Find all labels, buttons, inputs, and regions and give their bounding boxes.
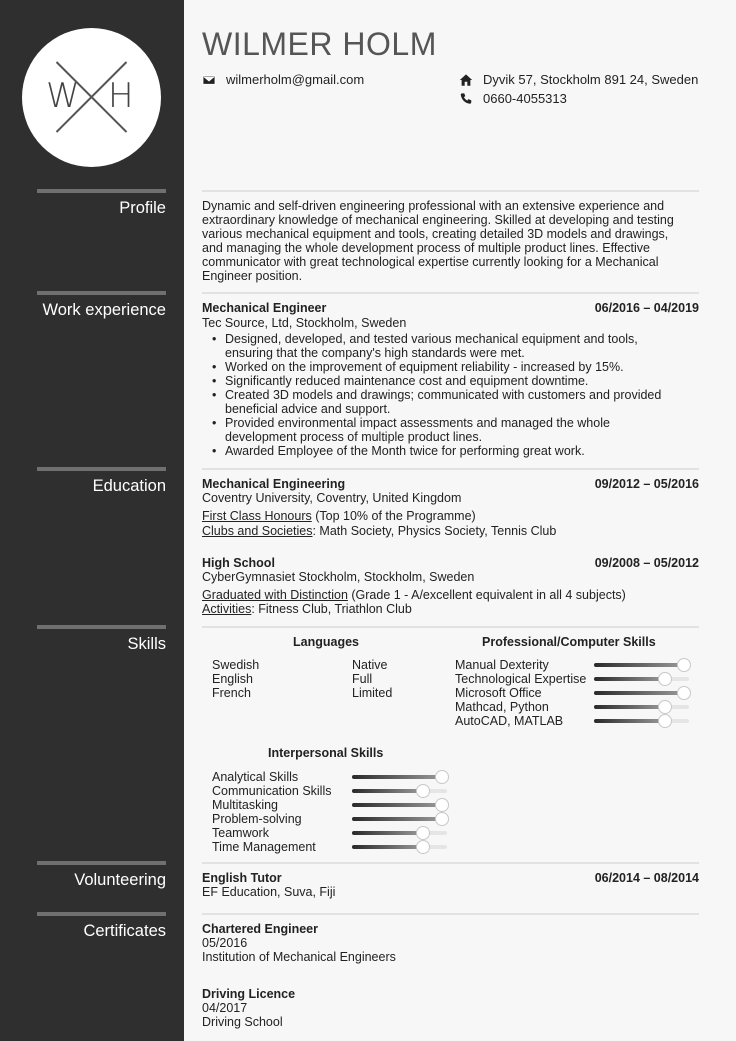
section-label-work: Work experience xyxy=(42,301,166,319)
activities-link[interactable]: Activities xyxy=(202,602,252,616)
bullet-text: beneficial advice and support. xyxy=(225,402,391,416)
clubs-link[interactable]: Clubs and Societies xyxy=(202,524,313,538)
section-label-skills: Skills xyxy=(127,635,166,653)
section-divider xyxy=(37,291,166,295)
skill-bar-fill xyxy=(352,803,442,807)
honours-link[interactable]: First Class Honours xyxy=(202,509,312,523)
degree-clubs xyxy=(202,524,556,538)
certificate-issuer: Institution of Mechanical Engineers xyxy=(202,950,396,964)
profile-summary xyxy=(202,199,699,283)
school-distinction xyxy=(202,588,626,602)
skill-name: Technological Expertise xyxy=(455,672,587,686)
language-name: Swedish xyxy=(212,658,260,672)
skill-level-bar xyxy=(352,798,447,812)
professional-skills-heading: Professional/Computer Skills xyxy=(482,635,656,649)
email-text[interactable]: wilmerholm@gmail.com xyxy=(226,72,365,87)
section-divider xyxy=(202,626,699,628)
envelope-icon xyxy=(202,73,216,87)
profile-line: various mechanical equipment and tools, creating detailed 3D models and drawings, xyxy=(202,227,669,241)
skill-level-bar xyxy=(594,658,689,672)
phone-text[interactable]: 0660-4055313 xyxy=(483,91,567,106)
skill-bar-knob xyxy=(435,798,449,812)
skill-name: Manual Dexterity xyxy=(455,658,549,672)
skill-level-bar xyxy=(352,840,447,854)
skill-bar-knob xyxy=(677,658,691,672)
skill-name: Mathcad, Python xyxy=(455,700,549,714)
section-label-volunteering: Volunteering xyxy=(74,871,166,889)
section-divider xyxy=(202,862,699,864)
volunteer-dates: 06/2014 – 08/2014 xyxy=(594,871,699,885)
section-divider xyxy=(37,467,166,471)
skill-bar-fill xyxy=(352,775,442,779)
candidate-name: WILMER HOLM xyxy=(202,26,437,62)
skill-bar-knob xyxy=(416,840,430,854)
skill-level-bar xyxy=(352,784,447,798)
home-icon xyxy=(459,73,473,87)
profile-line: extraordinary knowledge of mechanical engineering. Skilled at developing and testing xyxy=(202,213,674,227)
skill-level-bar xyxy=(594,686,689,700)
skill-bar-fill xyxy=(352,817,442,821)
section-divider xyxy=(37,912,166,916)
profile-line: and managing the whole development process of multiple product lines. Effective xyxy=(202,241,650,255)
list-item xyxy=(202,332,699,360)
distinction-link[interactable]: Graduated with Distinction xyxy=(202,588,348,602)
list-item xyxy=(202,416,699,444)
language-level: Limited xyxy=(352,686,393,700)
section-label-certificates: Certificates xyxy=(83,922,166,940)
bullet-text: ensuring that the company's high standards were met. xyxy=(225,346,525,360)
list-item xyxy=(202,374,699,388)
skill-bar-knob xyxy=(435,812,449,826)
skill-level-bar xyxy=(594,672,689,686)
skill-name: Multitasking xyxy=(212,798,278,812)
skill-bar-fill xyxy=(594,719,665,723)
skill-level-bar xyxy=(352,826,447,840)
skill-bar-knob xyxy=(658,672,672,686)
bullet-text: • Created 3D models and drawings; communicated with customers and provided xyxy=(225,388,662,402)
certificate-date: 04/2017 xyxy=(202,1001,248,1015)
degree-honours xyxy=(202,509,476,523)
skill-level-bar xyxy=(594,700,689,714)
skill-bar-knob xyxy=(416,826,430,840)
interpersonal-skills-heading: Interpersonal Skills xyxy=(268,746,384,760)
section-divider xyxy=(202,190,699,192)
skill-name: Time Management xyxy=(212,840,316,854)
volunteer-org: EF Education, Suva, Fiji xyxy=(202,885,336,899)
certificate-date: 05/2016 xyxy=(202,936,248,950)
skill-bar-knob xyxy=(658,714,672,728)
certificate-title: Driving Licence xyxy=(202,987,296,1001)
bullet-text: • Significantly reduced maintenance cost and equipment downtime. xyxy=(225,374,589,388)
skill-bar-knob xyxy=(677,686,691,700)
email-contact[interactable] xyxy=(202,72,364,87)
section-divider xyxy=(37,189,166,193)
profile-line: Dynamic and self-driven engineering professional with an extensive experience and xyxy=(202,199,665,213)
phone-contact[interactable] xyxy=(459,91,567,106)
bullet-text: • Designed, developed, and tested various mechanical equipment and tools, xyxy=(225,332,638,346)
skill-level-bar xyxy=(352,812,447,826)
address-contact xyxy=(459,72,698,87)
degree-dates: 09/2012 – 05/2016 xyxy=(594,477,699,491)
degree-title: Mechanical Engineering xyxy=(202,477,346,491)
certificate-issuer: Driving School xyxy=(202,1015,283,1029)
bullet-text: • Awarded Employee of the Month twice for performing great work. xyxy=(225,444,585,458)
monogram-letter-w: W xyxy=(46,76,80,116)
skill-name: Analytical Skills xyxy=(212,770,299,784)
section-divider xyxy=(202,468,699,470)
section-divider xyxy=(37,625,166,629)
skill-level-bar xyxy=(594,714,689,728)
skill-bar-fill xyxy=(352,845,423,849)
skill-bar-fill xyxy=(594,705,665,709)
section-label-profile: Profile xyxy=(119,199,166,217)
school-dates: 09/2008 – 05/2012 xyxy=(594,556,699,570)
volunteer-title: English Tutor xyxy=(202,871,282,885)
section-divider xyxy=(202,292,699,294)
profile-line: Engineer position. xyxy=(202,269,303,283)
distinction-detail: (Grade 1 - A/excellent equivalent in all 4 subjects) xyxy=(347,588,626,602)
skill-bar-fill xyxy=(352,789,423,793)
skill-bar-knob xyxy=(658,700,672,714)
language-level: Full xyxy=(352,672,373,686)
skill-name: AutoCAD, MATLAB xyxy=(455,714,564,728)
profile-line: communicator with great technological expertise currently looking for a Mechanical xyxy=(202,255,659,269)
school-name: CyberGymnasiet Stockholm, Stockholm, Sweden xyxy=(202,570,475,584)
skill-name: Problem-solving xyxy=(212,812,302,826)
address-text: Dyvik 57, Stockholm 891 24, Sweden xyxy=(483,72,699,87)
language-level: Native xyxy=(352,658,388,672)
monogram-logo xyxy=(22,28,161,167)
job-company: Tec Source, Ltd, Stockholm, Sweden xyxy=(202,316,407,330)
language-name: English xyxy=(212,672,253,686)
degree-school: Coventry University, Coventry, United Kingdom xyxy=(202,491,462,505)
bullet-text: development process of multiple product lines. xyxy=(225,430,483,444)
list-item xyxy=(202,388,699,416)
job-dates: 06/2016 – 04/2019 xyxy=(594,301,699,315)
skill-name: Microsoft Office xyxy=(455,686,542,700)
language-name: French xyxy=(212,686,251,700)
section-divider xyxy=(202,913,699,915)
monogram-letter-h: H xyxy=(108,76,134,116)
skill-bar-fill xyxy=(352,831,423,835)
languages-heading: Languages xyxy=(293,635,359,649)
bullet-text: • Provided environmental impact assessments and managed the whole xyxy=(225,416,610,430)
school-title: High School xyxy=(202,556,275,570)
list-item xyxy=(202,444,699,458)
skill-bar-knob xyxy=(435,770,449,784)
skill-name: Teamwork xyxy=(212,826,269,840)
bullet-text: • Worked on the improvement of equipment reliability - increased by 15%. xyxy=(225,360,624,374)
certificate-title: Chartered Engineer xyxy=(202,922,319,936)
skill-bar-fill xyxy=(594,691,684,695)
honours-detail: (Top 10% of the Programme) xyxy=(311,509,476,523)
clubs-detail: : Math Society, Physics Society, Tennis Club xyxy=(312,524,557,538)
skill-name: Communication Skills xyxy=(212,784,332,798)
skill-bar-knob xyxy=(416,784,430,798)
activities-detail: : Fitness Club, Triathlon Club xyxy=(251,602,412,616)
list-item xyxy=(202,360,699,374)
skill-bar-fill xyxy=(594,663,684,667)
phone-icon xyxy=(459,92,473,106)
school-activities xyxy=(202,602,412,616)
skill-level-bar xyxy=(352,770,447,784)
job-responsibilities xyxy=(202,332,699,458)
job-title: Mechanical Engineer xyxy=(202,301,327,315)
section-label-education: Education xyxy=(92,477,166,495)
section-divider xyxy=(37,861,166,865)
skill-bar-fill xyxy=(594,677,665,681)
